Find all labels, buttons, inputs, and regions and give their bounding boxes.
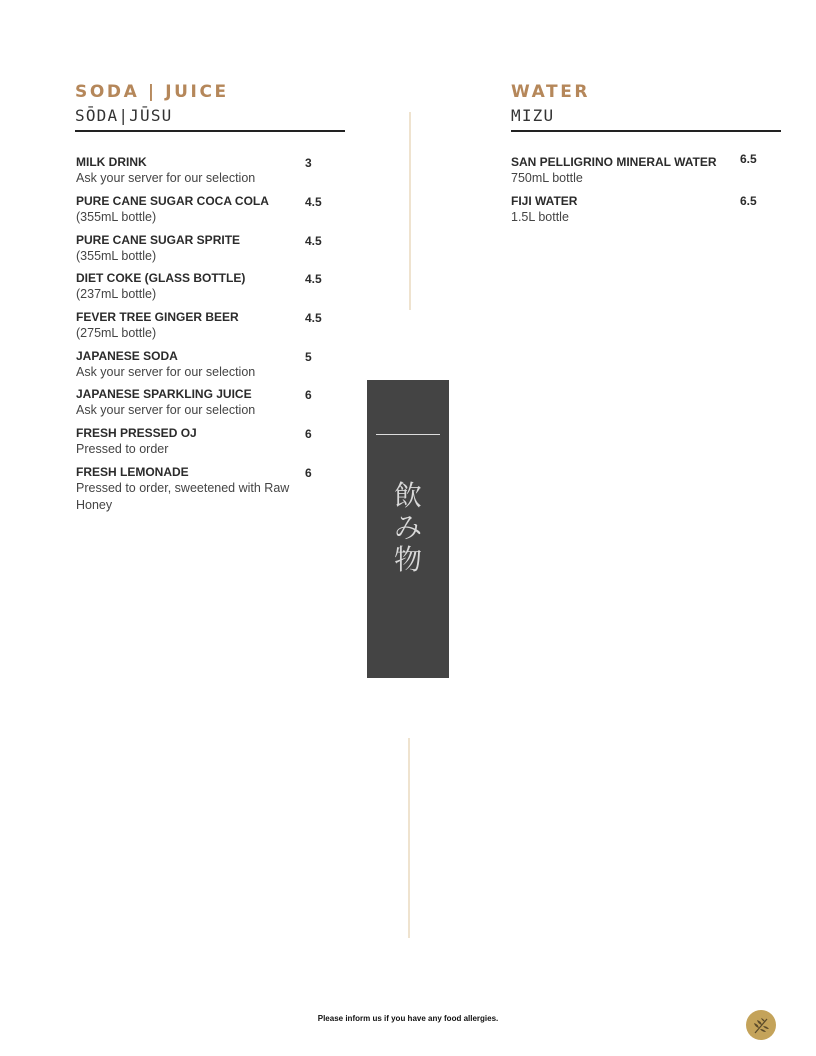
item-name: MILK DRINK (76, 155, 147, 169)
water-section-subtitle: MIZU (511, 106, 555, 125)
menu-item-fiji-water (511, 193, 736, 225)
item-name: FIJI WATER (511, 194, 578, 208)
item-price: 6 (305, 388, 312, 402)
menu-item-milk-drink (76, 154, 306, 186)
item-description: Pressed to order (76, 442, 169, 456)
item-description: 750mL bottle (511, 171, 583, 185)
item-name: PURE CANE SUGAR SPRITE (76, 233, 241, 247)
panel-char: 飲 (393, 479, 422, 512)
allergy-notice: Please inform us if you have any food allergies. (317, 1014, 499, 1023)
item-price: 6.5 (740, 152, 757, 166)
item-description: (355mL bottle) (76, 249, 157, 263)
menu-item-sprite (76, 232, 306, 264)
menu-item-diet-coke (76, 270, 306, 302)
panel-char: み (393, 511, 422, 544)
item-name: FEVER TREE GINGER BEER (76, 310, 239, 324)
column-divider-bottom (408, 738, 410, 938)
item-description: 1.5L bottle (511, 210, 569, 224)
item-description: (355mL bottle) (76, 210, 157, 224)
item-description: Ask your server for our selection (76, 171, 256, 185)
item-description: (275mL bottle) (76, 326, 157, 340)
menu-item-ginger-beer (76, 309, 306, 341)
menu-item-japanese-sparkling-juice (76, 386, 306, 418)
panel-rule (376, 434, 440, 435)
item-name: FRESH LEMONADE (76, 465, 189, 479)
item-price: 4.5 (305, 234, 322, 248)
water-section-rule (511, 130, 781, 132)
panel-kanji-text (367, 480, 449, 576)
item-description: Ask your server for our selection (76, 365, 256, 379)
item-price: 6.5 (740, 194, 757, 208)
menu-item-coca-cola (76, 193, 306, 225)
gold-leaf-logo-icon (746, 1010, 776, 1040)
item-price: 6 (305, 466, 312, 480)
panel-char: 物 (393, 543, 422, 576)
item-description: Ask your server for our selection (76, 403, 256, 417)
item-name: SAN PELLIGRINO MINERAL WATER (511, 155, 717, 169)
menu-item-fresh-pressed-oj (76, 425, 306, 457)
soda-section-title: SODA | JUICE (75, 82, 229, 102)
item-price: 4.5 (305, 195, 322, 209)
item-price: 4.5 (305, 272, 322, 286)
water-section-title: WATER (511, 82, 591, 102)
item-price: 5 (305, 350, 312, 364)
soda-section-subtitle: SŌDA|JŪSU (75, 106, 173, 125)
leaf-icon (746, 1010, 776, 1040)
item-name: PURE CANE SUGAR COCA COLA (76, 194, 269, 208)
item-name: JAPANESE SPARKLING JUICE (76, 387, 252, 401)
item-name: FRESH PRESSED OJ (76, 426, 197, 440)
column-divider-top (409, 112, 411, 310)
item-name: DIET COKE (GLASS BOTTLE) (76, 271, 246, 285)
soda-section-rule (75, 130, 345, 132)
item-price: 3 (305, 156, 312, 170)
item-name: JAPANESE SODA (76, 349, 178, 363)
menu-item-fresh-lemonade (76, 464, 291, 514)
item-description: (237mL bottle) (76, 287, 157, 301)
item-price: 4.5 (305, 311, 322, 325)
menu-item-san-pelligrino (511, 154, 736, 186)
drinks-kanji-panel (367, 380, 449, 678)
item-description: Pressed to order, sweetened with Raw Honey (76, 481, 290, 512)
menu-item-japanese-soda (76, 348, 306, 380)
item-price: 6 (305, 427, 312, 441)
